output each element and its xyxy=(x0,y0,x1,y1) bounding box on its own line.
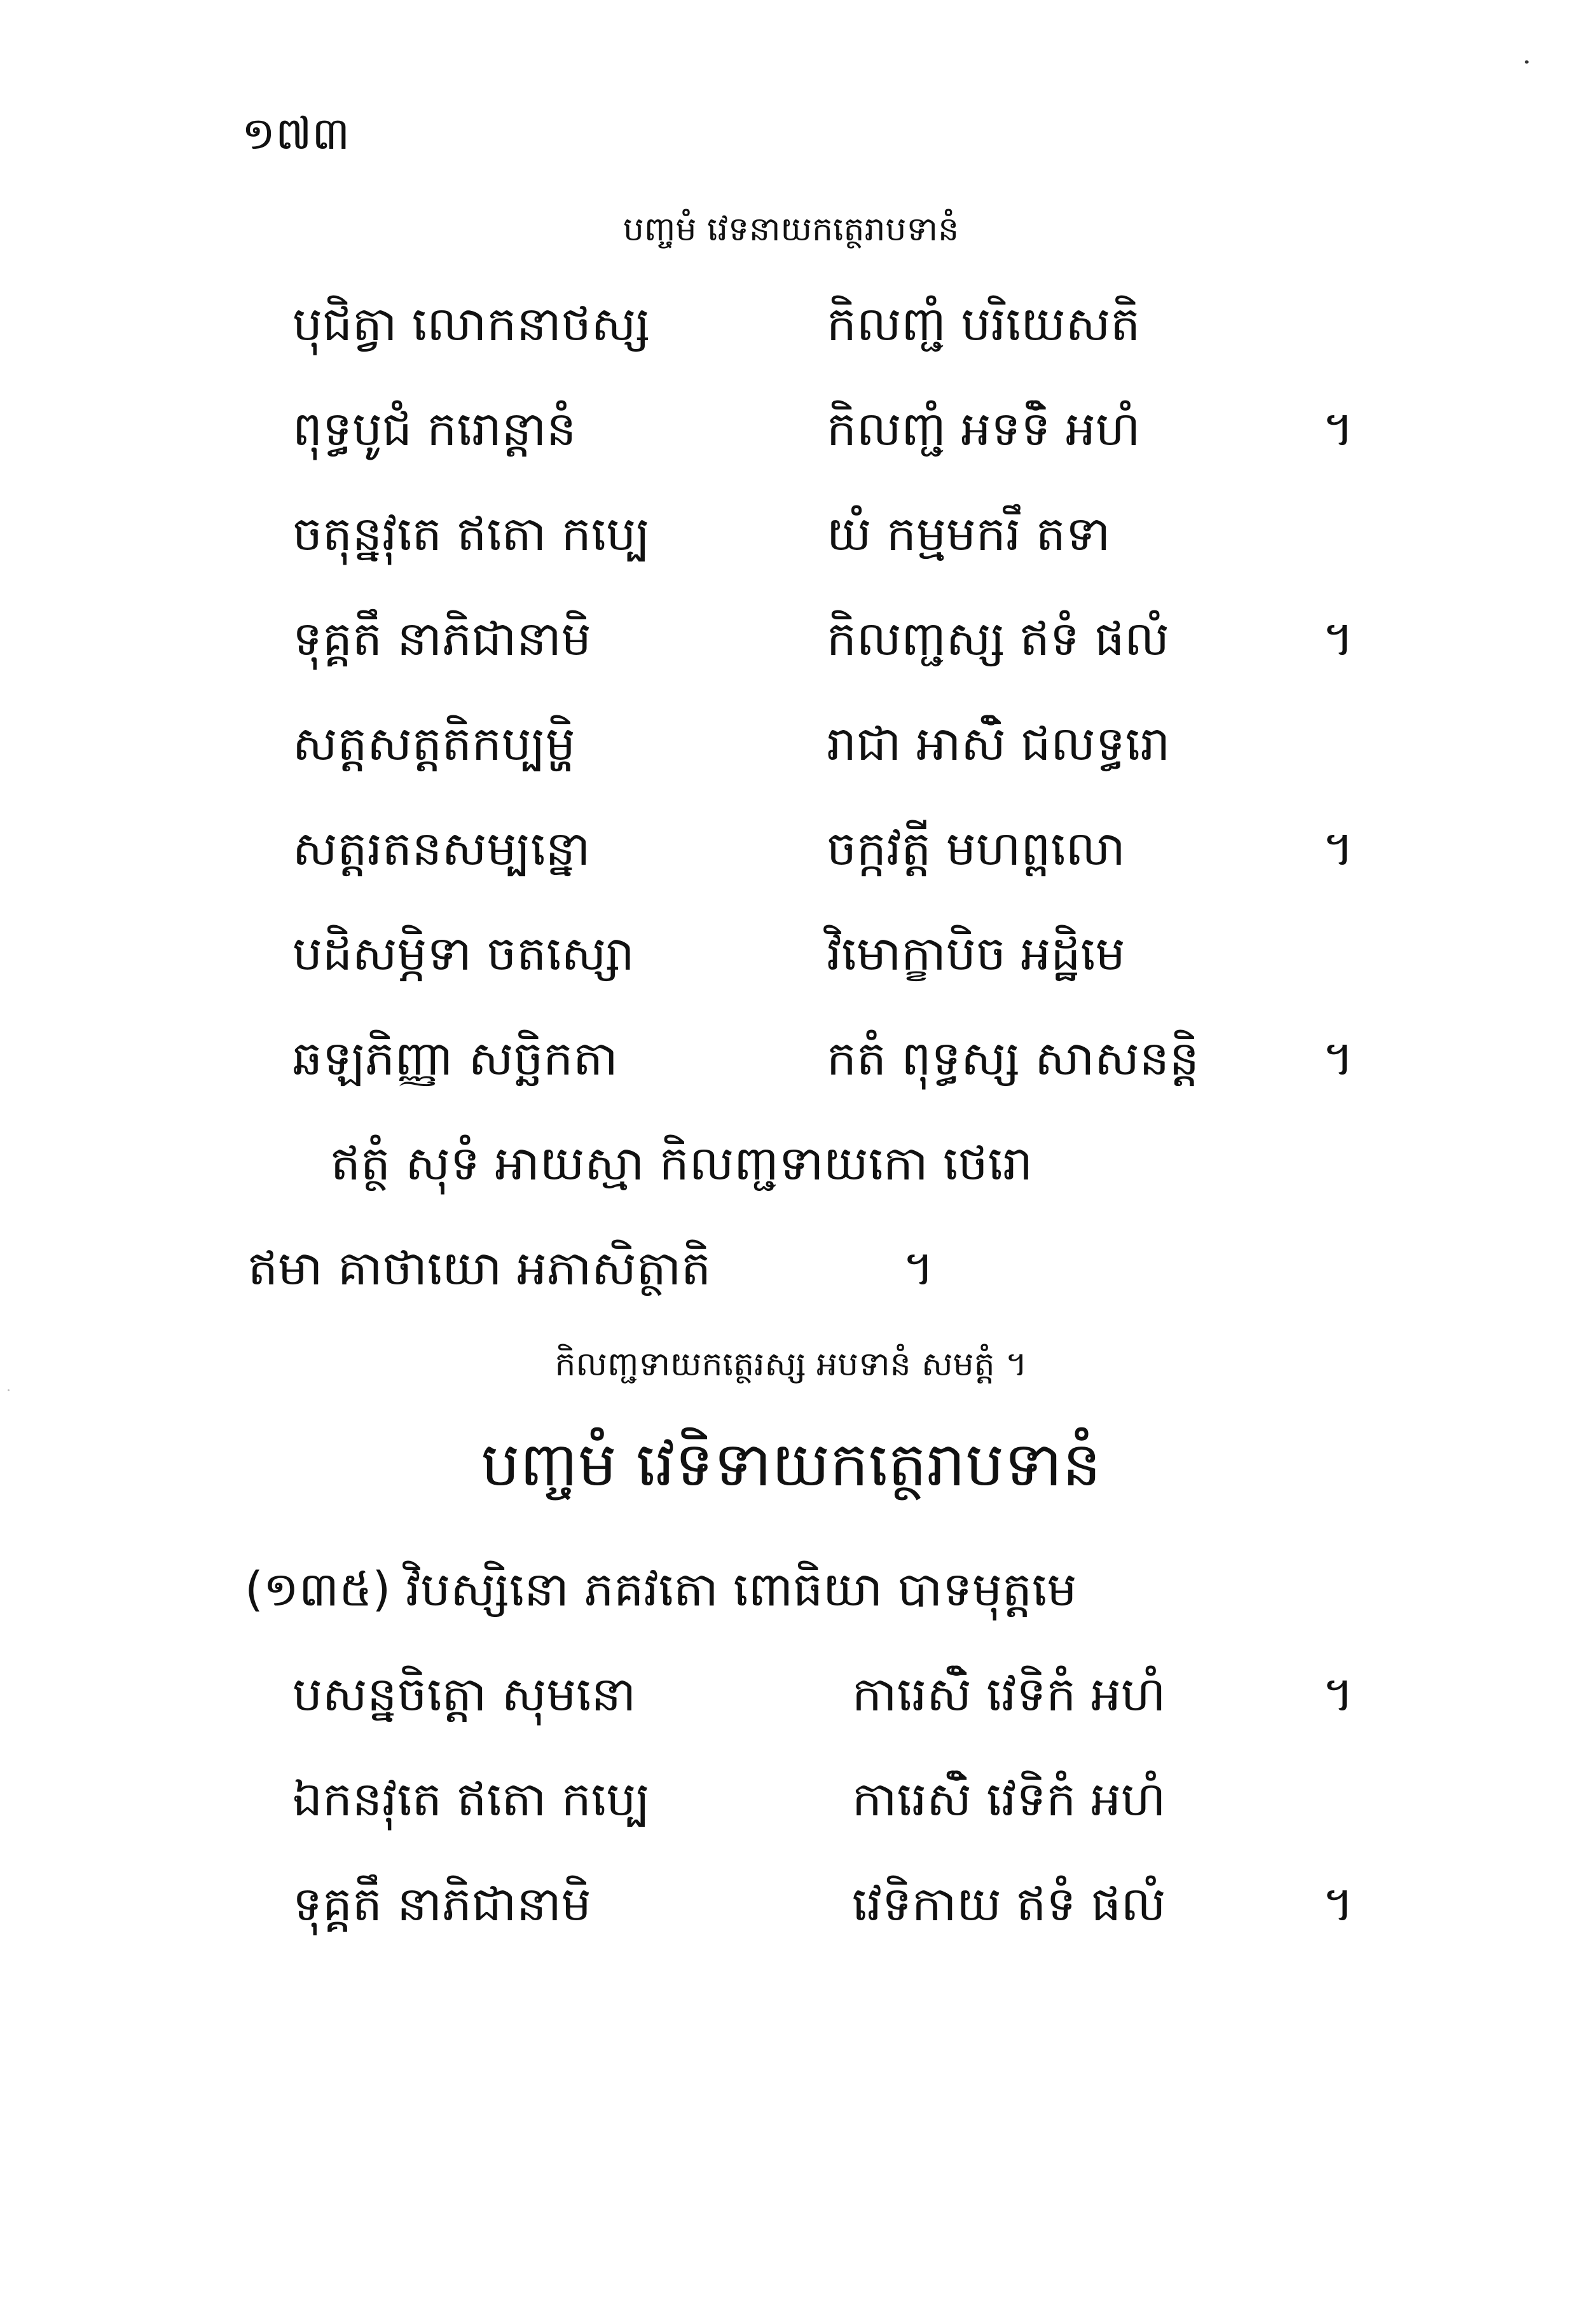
verse-line xyxy=(0,1024,1582,1094)
verse-second-half: កិលញ្ជស្ស ឥទំ ផលំ xyxy=(827,612,1169,666)
verse-end-mark: ។ xyxy=(903,1241,934,1296)
verse-end-mark: ។ xyxy=(1323,612,1354,666)
verse-end-mark: ។ xyxy=(1323,402,1354,457)
verse-first-half: សត្តរតនសម្បន្នោ xyxy=(292,822,591,876)
verse-second-half: ចក្កវត្តី មហព្ពលោ xyxy=(827,822,1125,876)
verse-line xyxy=(0,604,1582,674)
verse-line xyxy=(0,499,1582,569)
verse-line xyxy=(0,289,1582,359)
verse-second-half: កតំ ពុទ្ធស្ស សាសនន្ដិ xyxy=(827,1031,1199,1086)
verse-end-mark: ។ xyxy=(1323,1031,1354,1086)
scan-speck xyxy=(8,1389,10,1391)
verse-line xyxy=(0,709,1582,779)
verse-line xyxy=(0,814,1582,884)
verse-first-half: បដិសម្ភិទា ចតស្សោ xyxy=(292,926,635,981)
colophon: កិលញ្ជទាយកត្ថេរស្ស អបទានំ សមត្តំ ។ xyxy=(554,1345,1028,1384)
verse-first-half: ពុទ្ធបូជំ ករោន្ដានំ xyxy=(292,402,577,457)
verse-first-half: បុជិត្វា លោកនាថស្ស xyxy=(292,297,650,352)
verse-second-half: រាជា អាសិំ ជលទ្ធរោ xyxy=(827,717,1171,771)
verse-end-mark: ។ xyxy=(1323,1667,1354,1722)
verse-first-half: ទុគ្គតឹ នាភិជានាមិ xyxy=(292,1877,591,1932)
verse-end-mark: ។ xyxy=(1323,1877,1354,1932)
verse-first-half: ឆឡភិញ្ញា សច្ឆិកតា xyxy=(292,1031,618,1086)
prose-line: ឥត្ថំ សុទំ អាយស្មា កិលញ្ជទាយកោ ថេរោ xyxy=(331,1136,1033,1191)
verse-first-half: សត្តសត្តតិកប្បម្ហិ xyxy=(292,717,575,771)
verse-second-half: ការេសិំ វេទិកំ អហំ xyxy=(852,1772,1166,1827)
prose-line xyxy=(0,1234,1582,1303)
scan-speck xyxy=(1525,60,1529,64)
verse-first-half: បសន្នចិត្តោ សុមនោ xyxy=(292,1667,636,1722)
verse-second-half: យំ កម្មមករឹ តទា xyxy=(827,507,1111,561)
verse-first-half: ចតុន្នវុតេ ឥតោ កប្បេ xyxy=(292,507,650,561)
verse-line xyxy=(0,919,1582,989)
verse-line xyxy=(0,394,1582,464)
section-heading: បញ្ចមំ វេទនាយកត្ថេរាបទានំ xyxy=(622,210,960,249)
verse-second-half: វិមោក្ខាបិច អដ្ឋិមេ xyxy=(827,926,1125,981)
verse-second-half: កិលញ្ជំ បរិយេសតិ xyxy=(827,297,1141,352)
section-heading-large: បញ្ចមំ វេទិទាយកត្ថេរាបទានំ xyxy=(481,1429,1101,1500)
verse-line-numbered: (១៣៥) វិបស្សិនោ ភគវតោ ពោធិយា បាទមុត្តមេ xyxy=(245,1562,1077,1617)
verse-second-half: កិលញ្ជំ អទទិំ អហំ xyxy=(827,402,1141,457)
verse-end-mark: ។ xyxy=(1323,822,1354,876)
verse-first-half: ឯកនវុតេ ឥតោ កប្បេ xyxy=(292,1772,650,1827)
verse-second-half: ការេសិំ វេទិកំ អហំ xyxy=(852,1667,1166,1722)
verse-first-half: ទុគ្គតឹ នាភិជានាមិ xyxy=(292,612,591,666)
page-number: ១៧៣ xyxy=(242,107,350,160)
verse-line xyxy=(0,1660,1582,1729)
verse-second-half: វេទិកាយ ឥទំ ផលំ xyxy=(852,1877,1166,1932)
verse-line xyxy=(0,1869,1582,1939)
verse-line xyxy=(0,1764,1582,1834)
prose-text: ឥមា គាថាយោ អភាសិត្ថាតិ xyxy=(248,1241,712,1296)
